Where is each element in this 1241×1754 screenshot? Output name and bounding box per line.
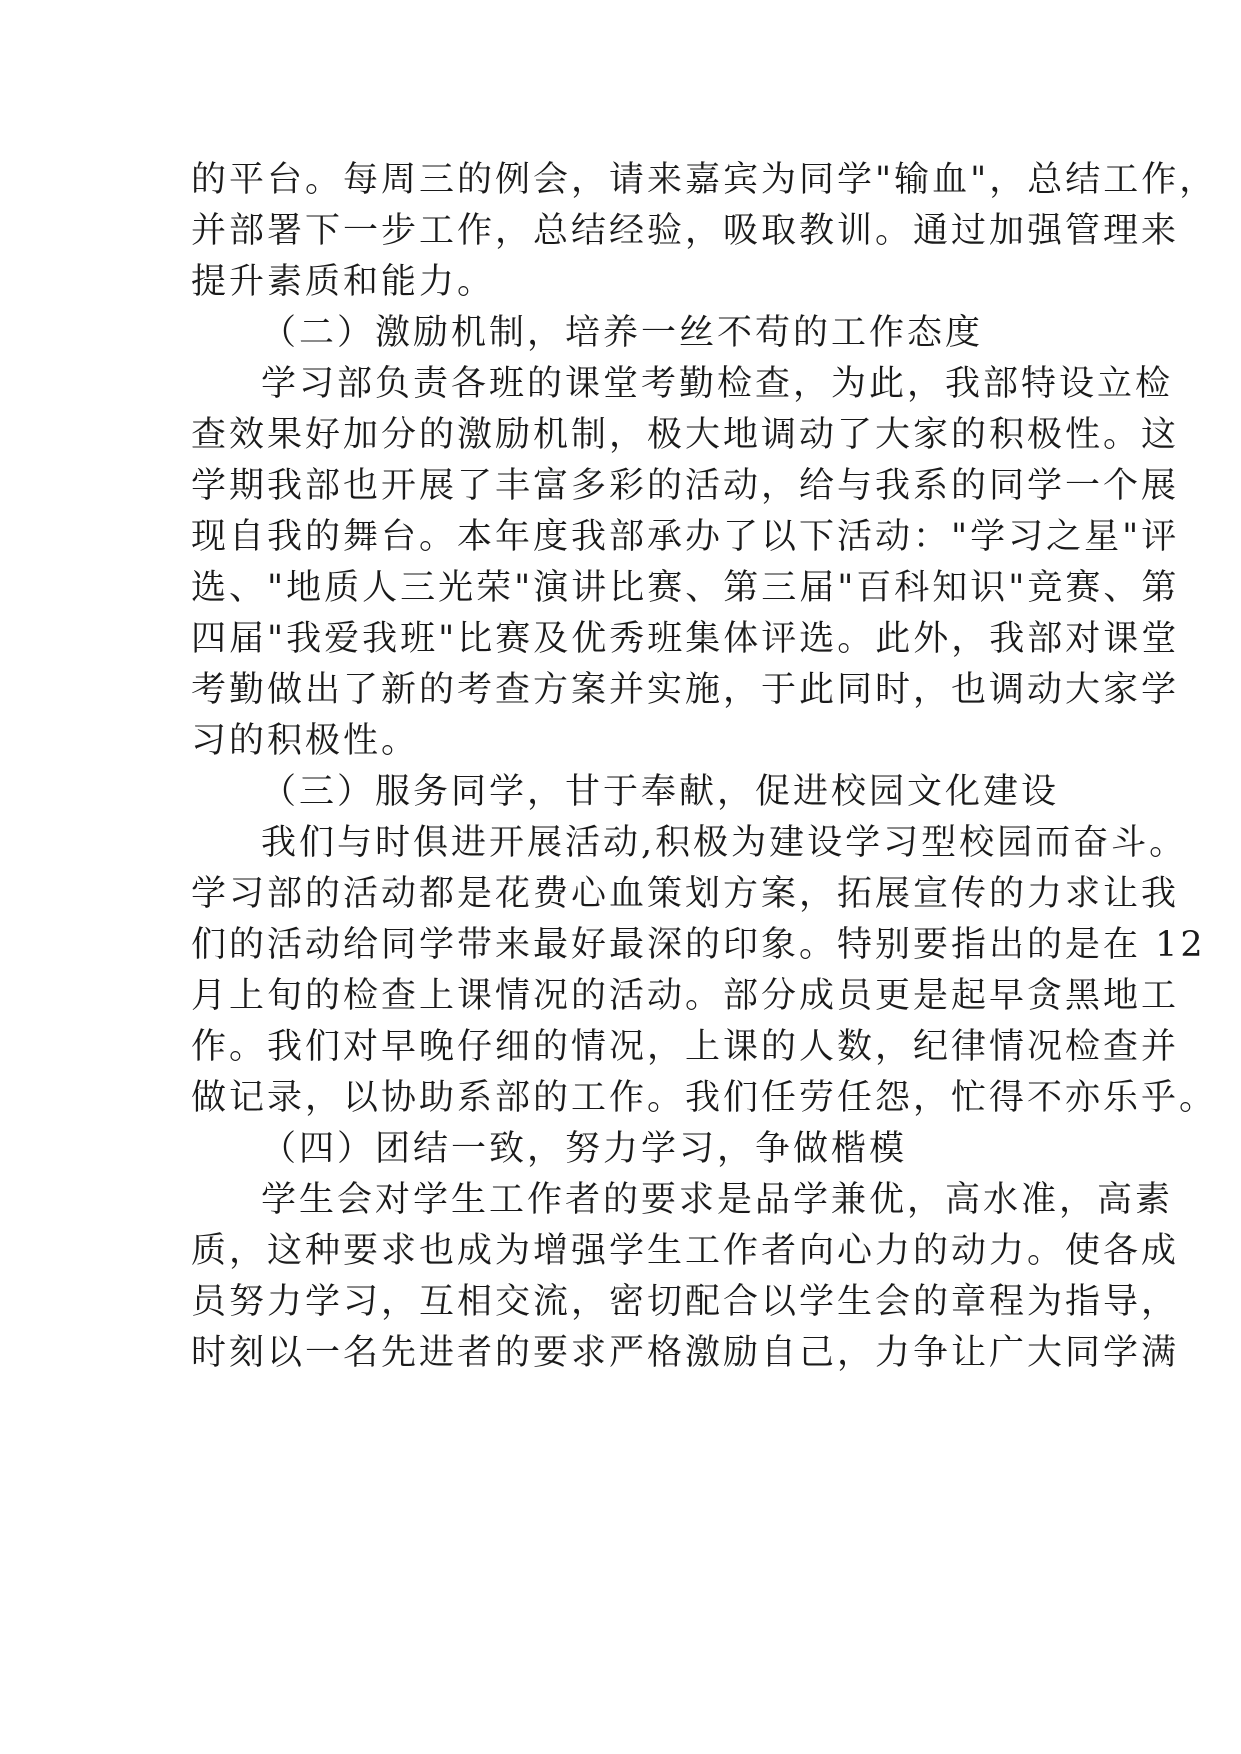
section-heading-3: （三）服务同学，甘于奉献，促进校园文化建设 xyxy=(261,772,1060,812)
section-heading-4: （四）团结一致，努力学习，争做楷模 xyxy=(261,1129,908,1169)
body-line: 学生会对学生工作者的要求是品学兼优，高水准，高素 xyxy=(261,1180,1174,1220)
body-line: 的平台。每周三的例会，请来嘉宾为同学"输血"，总结工作， xyxy=(191,160,1218,200)
body-line: 考勤做出了新的考查方案并实施，于此同时，也调动大家学 xyxy=(191,670,1180,710)
body-line: 提升素质和能力。 xyxy=(191,262,496,302)
section-heading-2: （二）激励机制，培养一丝不苟的工作态度 xyxy=(261,313,984,353)
body-line: 选、"地质人三光荣"演讲比赛、第三届"百科知识"竞赛、第 xyxy=(191,568,1180,608)
body-line: 月上旬的检查上课情况的活动。部分成员更是起早贪黑地工 xyxy=(191,976,1180,1016)
body-line: 学习部负责各班的课堂考勤检查，为此，我部特设立检 xyxy=(261,364,1174,404)
body-line: 学期我部也开展了丰富多彩的活动，给与我系的同学一个展 xyxy=(191,466,1180,506)
body-line: 我们与时俱进开展活动,积极为建设学习型校园而奋斗。 xyxy=(261,823,1188,863)
body-line: 员努力学习，互相交流，密切配合以学生会的章程为指导， xyxy=(191,1282,1180,1322)
body-line: 四届"我爱我班"比赛及优秀班集体评选。此外，我部对课堂 xyxy=(191,619,1180,659)
body-line: 做记录，以协助系部的工作。我们任劳任怨，忙得不亦乐乎。 xyxy=(191,1078,1218,1118)
body-line: 现自我的舞台。本年度我部承办了以下活动："学习之星"评 xyxy=(191,517,1180,557)
body-line: 质，这种要求也成为增强学生工作者向心力的动力。使各成 xyxy=(191,1231,1180,1271)
body-line: 习的积极性。 xyxy=(191,721,420,761)
body-line: 查效果好加分的激励机制，极大地调动了大家的积极性。这 xyxy=(191,415,1180,455)
body-line: 学习部的活动都是花费心血策划方案，拓展宣传的力求让我 xyxy=(191,874,1180,914)
body-line: 并部署下一步工作，总结经验，吸取教训。通过加强管理来 xyxy=(191,211,1180,251)
body-line: 作。我们对早晚仔细的情况，上课的人数，纪律情况检查并 xyxy=(191,1027,1180,1067)
body-line: 们的活动给同学带来最好最深的印象。特别要指出的是在 12 xyxy=(191,925,1206,965)
body-line: 时刻以一名先进者的要求严格激励自己，力争让广大同学满 xyxy=(191,1333,1180,1373)
